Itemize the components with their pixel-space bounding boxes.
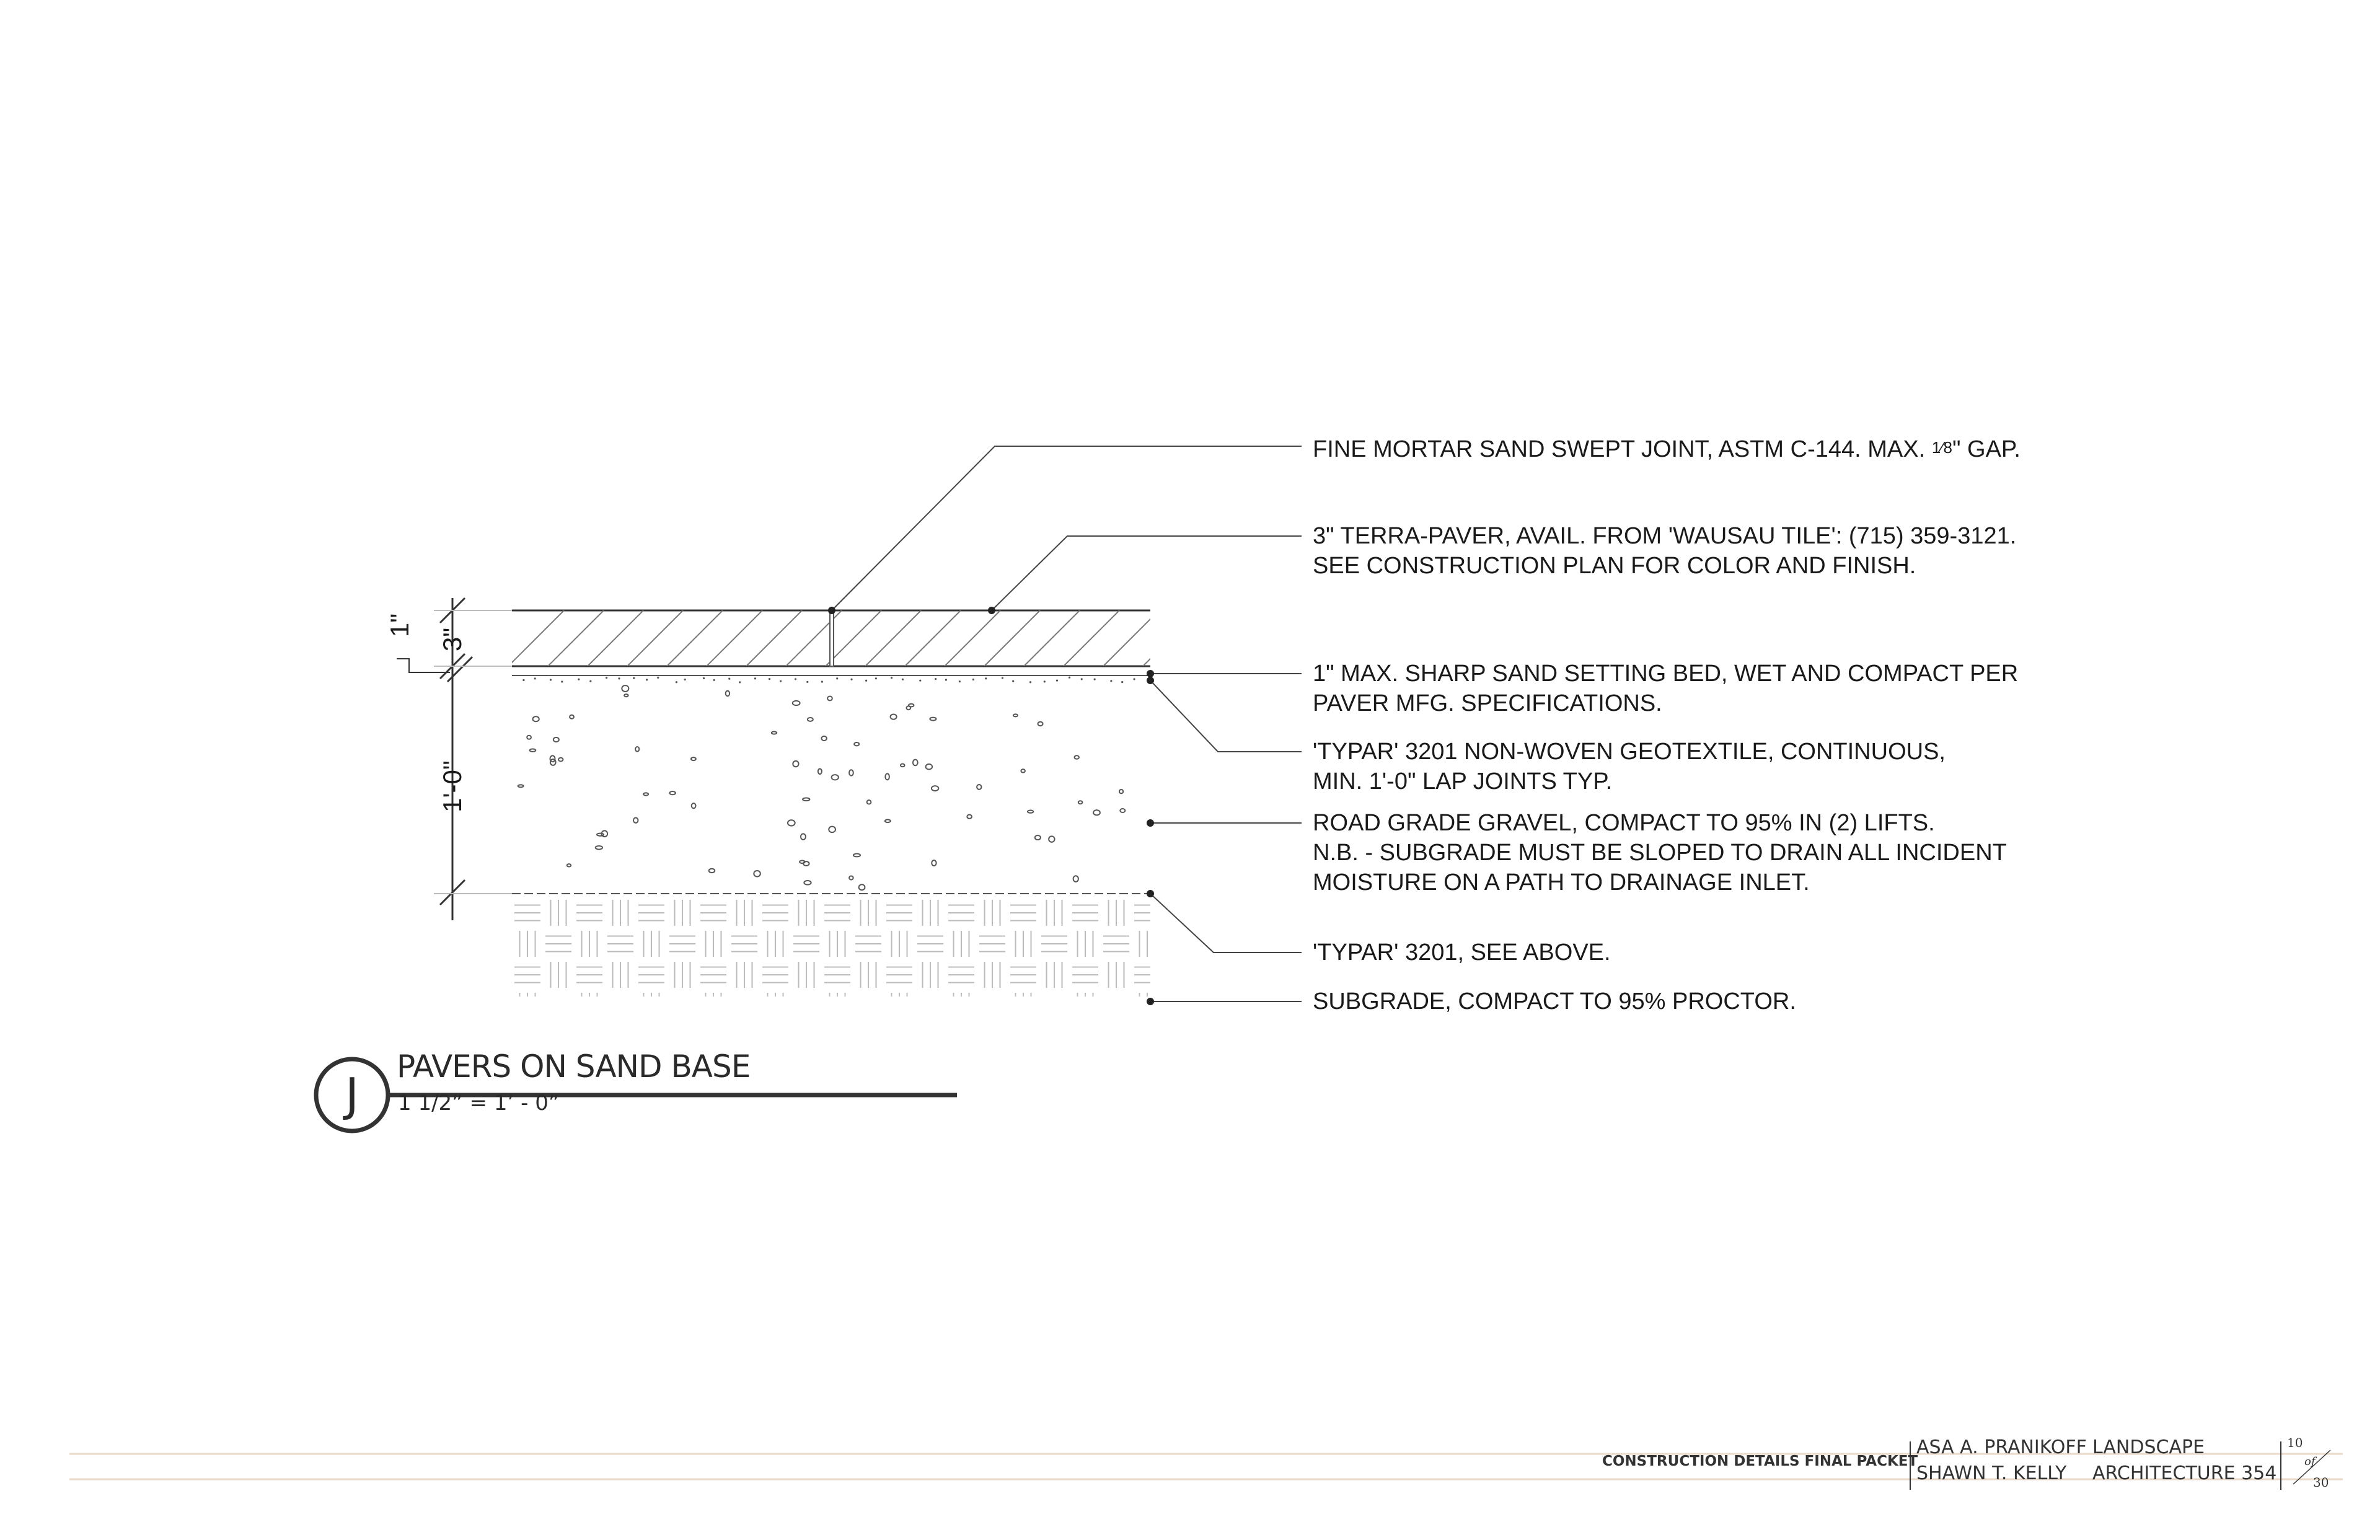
note-typar-lower [1313, 938, 1611, 967]
note-subgrade-line1: SUBGRADE, COMPACT TO 95% PROCTOR. [1313, 988, 1796, 1014]
gravel-stone [793, 761, 798, 767]
sand-dot [806, 681, 808, 683]
gravel-stone [932, 860, 936, 866]
author-1: ASA A. PRANIKOFF [1916, 1437, 2087, 1458]
gravel-stone [907, 706, 911, 710]
gravel-stone [567, 864, 571, 866]
gravel-stone [1093, 810, 1100, 815]
gravel-stone [1013, 714, 1018, 716]
sand-dot [703, 677, 705, 679]
sand-dot [1121, 681, 1123, 683]
detail-letter: J [345, 1068, 359, 1122]
sand-dot [1002, 677, 1003, 679]
gravel-stone [901, 763, 905, 767]
gravel-stone [1073, 876, 1078, 882]
gravel-stone [827, 696, 832, 700]
sand-dot [1110, 680, 1112, 682]
sand-dot [902, 679, 904, 680]
sand-dot [618, 677, 620, 679]
gravel-stone [669, 791, 675, 794]
gravel-stone [596, 846, 602, 850]
sand-dot [561, 680, 563, 682]
gravel-stone [891, 714, 897, 719]
sand-dot [684, 679, 686, 680]
gravel-stone [692, 803, 696, 808]
sand-dot [769, 678, 770, 680]
sand-dot [589, 680, 591, 682]
sand-dot [821, 680, 823, 682]
gravel-stone [853, 854, 860, 857]
hatch-line [1183, 610, 1238, 666]
sand-dot [578, 679, 580, 680]
gravel-stone [849, 770, 853, 775]
sand-dot [1094, 679, 1096, 680]
sand-dot [919, 680, 921, 682]
note-gravel-line3: MOISTURE ON A PATH TO DRAINAGE INLET. [1313, 869, 1810, 895]
sand-dot [945, 679, 947, 680]
gravel-stone [533, 716, 539, 721]
note-sand-line1: 1" MAX. SHARP SAND SETTING BED, WET AND COMPACT PER [1313, 661, 2019, 687]
sand-dot [875, 677, 877, 679]
gravel-stone [808, 718, 813, 721]
gravel-stone [1049, 836, 1054, 842]
gravel-stone [518, 785, 524, 787]
gravel-stone [930, 718, 936, 721]
note-joint [1313, 433, 2021, 464]
gravel-stone [570, 715, 574, 719]
sand-dot [959, 680, 961, 682]
note-joint-text: FINE MORTAR SAND SWEPT JOINT, ASTM C-144. MAX. [1313, 436, 1932, 462]
gravel-stone [859, 884, 865, 890]
sand-bed-layer [512, 675, 1150, 683]
sand-dot [534, 677, 536, 679]
sand-dot [728, 678, 730, 680]
sand-dot [522, 679, 524, 681]
gravel-stone [885, 773, 889, 780]
sand-dot [865, 680, 867, 682]
dim-3-inch: 3" [438, 627, 467, 652]
gravel-stone [913, 760, 918, 766]
author-2: SHAWN T. KELLY [1916, 1463, 2067, 1484]
gravel-stone [709, 869, 715, 873]
gravel-stone [788, 820, 795, 825]
note-sand-line2: PAVER MFG. SPECIFICATIONS. [1313, 690, 1662, 716]
gravel-stone [558, 758, 563, 762]
sand-dot [1056, 680, 1058, 682]
note-typar-lower-line1: 'TYPAR' 3201, SEE ABOVE. [1313, 939, 1611, 966]
gravel-stone [691, 757, 696, 760]
leader-lines [832, 446, 1302, 1001]
sand-dot [646, 679, 648, 680]
sand-dot [1044, 680, 1046, 682]
gravel-stone [553, 737, 559, 742]
note-joint-fraction: 1⁄8 [1931, 438, 1952, 457]
gravel-stone [1074, 755, 1078, 759]
gravel-stone [1028, 810, 1033, 812]
sand-dot [1029, 681, 1031, 683]
packet-title: CONSTRUCTION DETAILS FINAL PACKET [1602, 1453, 1918, 1469]
gravel-stone [1078, 801, 1083, 804]
gravel-stone [818, 768, 822, 774]
course-line-2: ARCHITECTURE 354 [2092, 1463, 2277, 1484]
gravel-stone [1120, 809, 1125, 812]
gravel-stone [1035, 835, 1041, 840]
sand-dot [739, 681, 741, 683]
sand-dot [657, 677, 659, 679]
gravel-stone [1038, 722, 1042, 726]
note-gravel [1313, 808, 2007, 897]
sand-dot [633, 677, 635, 679]
sheet-of: of [2304, 1455, 2316, 1468]
sand-dot [713, 679, 715, 681]
sand-joint [830, 610, 834, 666]
course-line-1: LANDSCAPE [2092, 1437, 2205, 1458]
note-joint-suffix: " GAP. [1952, 436, 2021, 462]
gravel-stone [793, 701, 800, 705]
sand-dot [985, 677, 987, 679]
note-geotextile [1313, 737, 1946, 796]
sheet-number: 10 [2287, 1435, 2303, 1450]
gravel-stone [643, 793, 648, 795]
note-geotextile-line1: 'TYPAR' 3201 NON-WOVEN GEOTEXTILE, CONTINUOUS, [1313, 739, 1946, 765]
note-subgrade [1313, 987, 1796, 1016]
gravel-layer [518, 685, 1126, 890]
gravel-stone [832, 775, 839, 780]
note-paver [1313, 521, 2016, 581]
sand-dot [891, 677, 892, 679]
gravel-stone [726, 691, 729, 696]
note-gravel-line2: N.B. - SUBGRADE MUST BE SLOPED TO DRAIN ALL INCIDENT [1313, 840, 2007, 866]
gravel-stone [633, 817, 638, 822]
detail-title: PAVERS ON SAND BASE [397, 1049, 751, 1085]
sand-dot [972, 679, 974, 680]
detail-scale: 1 1/2” = 1’ - 0” [398, 1091, 560, 1115]
note-paver-line2: SEE CONSTRUCTION PLAN FOR COLOR AND FINISH. [1313, 553, 1916, 579]
gravel-stone [804, 881, 811, 884]
sand-dot [1069, 677, 1070, 679]
sand-dot [1081, 678, 1083, 680]
sand-dot [850, 679, 852, 680]
gravel-stone [829, 827, 835, 832]
gravel-stone [977, 785, 981, 790]
sand-dot [795, 678, 796, 680]
gravel-stone [1119, 790, 1123, 793]
gravel-stone [754, 871, 760, 877]
gravel-stone [967, 815, 972, 819]
gravel-stone [1021, 769, 1025, 772]
sand-dot [780, 680, 782, 682]
gravel-stone [635, 747, 639, 752]
dim-1-foot: 1'-0" [438, 760, 467, 812]
dim-1-inch: 1" [385, 613, 414, 638]
gravel-stone [821, 736, 826, 741]
sand-dot [1012, 680, 1014, 682]
sheet-total: 30 [2313, 1475, 2329, 1490]
note-sand [1313, 659, 2018, 718]
hatch-line [1143, 610, 1199, 666]
gravel-stone [624, 694, 628, 697]
sand-dot [836, 677, 838, 679]
gravel-stone [867, 800, 871, 804]
gravel-stone [849, 876, 853, 879]
subgrade-pattern [514, 900, 1191, 1019]
gravel-stone [932, 786, 938, 791]
sand-dot [1133, 678, 1135, 680]
sand-dot [550, 679, 552, 680]
gravel-stone [527, 736, 531, 739]
gravel-stone [926, 764, 933, 770]
gravel-stone [854, 742, 859, 746]
gravel-stone [622, 685, 628, 692]
sand-dot [676, 681, 677, 683]
paver-layer [508, 610, 1238, 666]
sand-dot [606, 677, 607, 679]
gravel-stone [530, 749, 536, 751]
note-gravel-line1: ROAD GRADE GRAVEL, COMPACT TO 95% IN (2) LIFTS. [1313, 810, 1935, 836]
gravel-stone [801, 834, 806, 840]
note-paver-line1: 3" TERRA-PAVER, AVAIL. FROM 'WAUSAU TILE': (715) 359-3121. [1313, 523, 2017, 549]
note-geotextile-line2: MIN. 1'-0" LAP JOINTS TYP. [1313, 768, 1613, 794]
gravel-stone [772, 731, 777, 734]
sand-dot [754, 677, 756, 679]
sand-dot [935, 678, 937, 680]
gravel-stone [885, 820, 891, 823]
gravel-stone [803, 798, 809, 801]
